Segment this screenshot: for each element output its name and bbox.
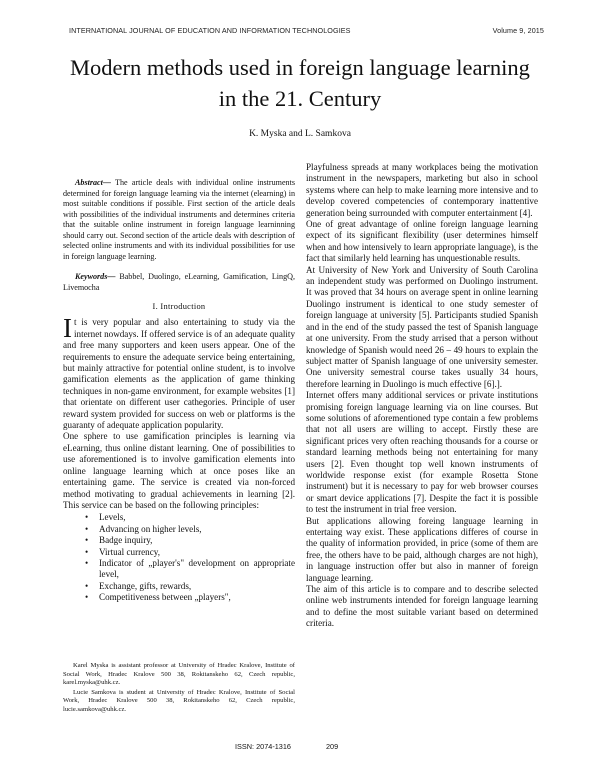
keywords <box>63 272 295 293</box>
right-paragraph: At University of New York and University of South Carolina an independent study was performed on Duolingo instrument. It was proved that 34 hours on average spent in online learning Duolingo instrument is identical to one study semester of foreign language at university [5]. Participants studied Spanish and in the end of the study passed the test of Spanish language at one university. From the study arrised that a person without knowledge of Spanish would need 26 – 49 hours to explain the subject matter of Spanish language of one university semester. One university semestral course takes usually 34 hours, therefore learning in Duolingo is much effective [6].]. <box>306 264 538 389</box>
drop-cap: I <box>63 313 72 344</box>
page-number: 209 <box>326 742 339 751</box>
keywords-text: Babbel, Duolingo, eLearning, Gamification, LingQ, Livemocha <box>63 272 295 292</box>
abstract-label: Abstract— <box>75 178 111 187</box>
right-paragraph: Playfulness spreads at many workplaces being the motivation instrument in the newspapers, marketing but also in school systems where can help to make learning more intensive and to develop covered competencies of contemporary inattentive generation being surrounded with computer entertainment [4]. <box>306 162 538 218</box>
right-paragraph: But applications allowing foreing language learning in entertaing way exist. These applications differes of course in the quality of information provided, in price (some of them are free, the others have to be paid, although charges are not high), in language instruction offer but also in manner of foreign language learning. <box>306 515 538 583</box>
intro-paragraph-1-text: t is very popular and also entertaining to study via the internet nowdays. If offered service is of an adequate quality and free many supporters and keen users appear. One of the requirements to ensure the adequate service being entertaining, but mainly attractive for potential online student, is to involve gamification elements as the application of game thinking techniques in non-game environment, for example websites [1] that orientate on different user cathegories. Principle of user reward system provided for success on web or platforms is the guaranty of adequate application popularity. <box>63 317 295 431</box>
keywords-label: Keywords— <box>75 272 116 281</box>
abstract <box>63 178 295 262</box>
right-paragraph: Internet offers many additional services or private institutions promising foreign language learning via on line courses. But some solutions of aforementioned type contain a few problems that not all users are willing to accept. Firstly these are significant prices very often reaching thousands for a course or standard learning methods being not entertaining for many users [2]. Even thought top well known instruments of worldwide response exist (for example Rosetta Stone instrument) but it is necessary to pay for web browser courses or smart device applications [7]. Despite the fact it is possible to test the instrument in trial free version. <box>306 390 538 515</box>
list-item: • Levels, <box>89 512 295 523</box>
footnote: Lucie Samkova is student at University of Hradec Kralove, Institute of Social Work, Hradec Kralove 500 38, Rokitanskeho 62, Czech republic, lucie.samkova@uhk.cz. <box>63 688 295 713</box>
list-item: • Virtual currency, <box>89 547 295 558</box>
intro-paragraph-2: One sphere to use gamification principles is learning via eLearning, thus online distant learning. One of possibilities to use aforementioned is to involve gamification elements into online language learning which at once poses like an entertaining game. The service is created via non-forced method motivating to gradual achievements in learning [2]. This service can be based on the following principles: <box>63 431 295 510</box>
list-item: • Badge inquiry, <box>89 535 295 546</box>
footnote: Karel Myska is assistant professor at University of Hradec Kralove, Institute of Social Work, Hradec Kralove 500 38, Rokitanskeho 62, Czech republic, karel.myska@uhk.cz. <box>63 662 295 687</box>
journal-header: INTERNATIONAL JOURNAL OF EDUCATION AND INFORMATION TECHNOLOGIES <box>69 26 351 35</box>
principles-list <box>63 512 295 603</box>
list-item: • Competitiveness between „players", <box>89 592 295 603</box>
right-paragraph: The aim of this article is to compare and to describe selected online web instruments intended for foreign language learning and to define the most suitable variant based on determined criteria. <box>306 584 538 629</box>
volume-header: Volume 9, 2015 <box>492 26 544 35</box>
list-item: • Indicator of „player's" development on appropriate level, <box>89 558 295 581</box>
right-paragraph: One of great advantage of online foreign language learning expect of its significant flexibility (user determines himself when and how intensively to learn appropriate language), is the fact that similarly held learning has unquestionable results. <box>306 219 538 264</box>
intro-paragraph-1 <box>63 313 295 431</box>
section-heading-introduction: I. Introduction <box>152 302 206 311</box>
left-column <box>63 160 295 604</box>
paper-title: Modern methods used in foreign language learning in the 21. Century <box>70 55 530 111</box>
author-footnotes <box>63 662 295 716</box>
list-item: • Exchange, gifts, rewards, <box>89 581 295 592</box>
list-item: • Advancing on higher levels, <box>89 524 295 535</box>
abstract-text: The article deals with individual online instruments determined for foreign language learning via the internet (elearning) in most suitable conditions if possible. First section of the article deals with possibilities of the individual instruments and determines criteria that the suitable online instrument in foreign language learninning should carry out. Second section of the article deals with description of selected online instruments and with its individual possibilities for use in foreign language learning. <box>63 178 295 261</box>
authors: K. Myska and L. Samkova <box>249 129 351 139</box>
footer-issn: ISSN: 2074-1316 <box>235 742 291 751</box>
right-column <box>306 162 538 630</box>
